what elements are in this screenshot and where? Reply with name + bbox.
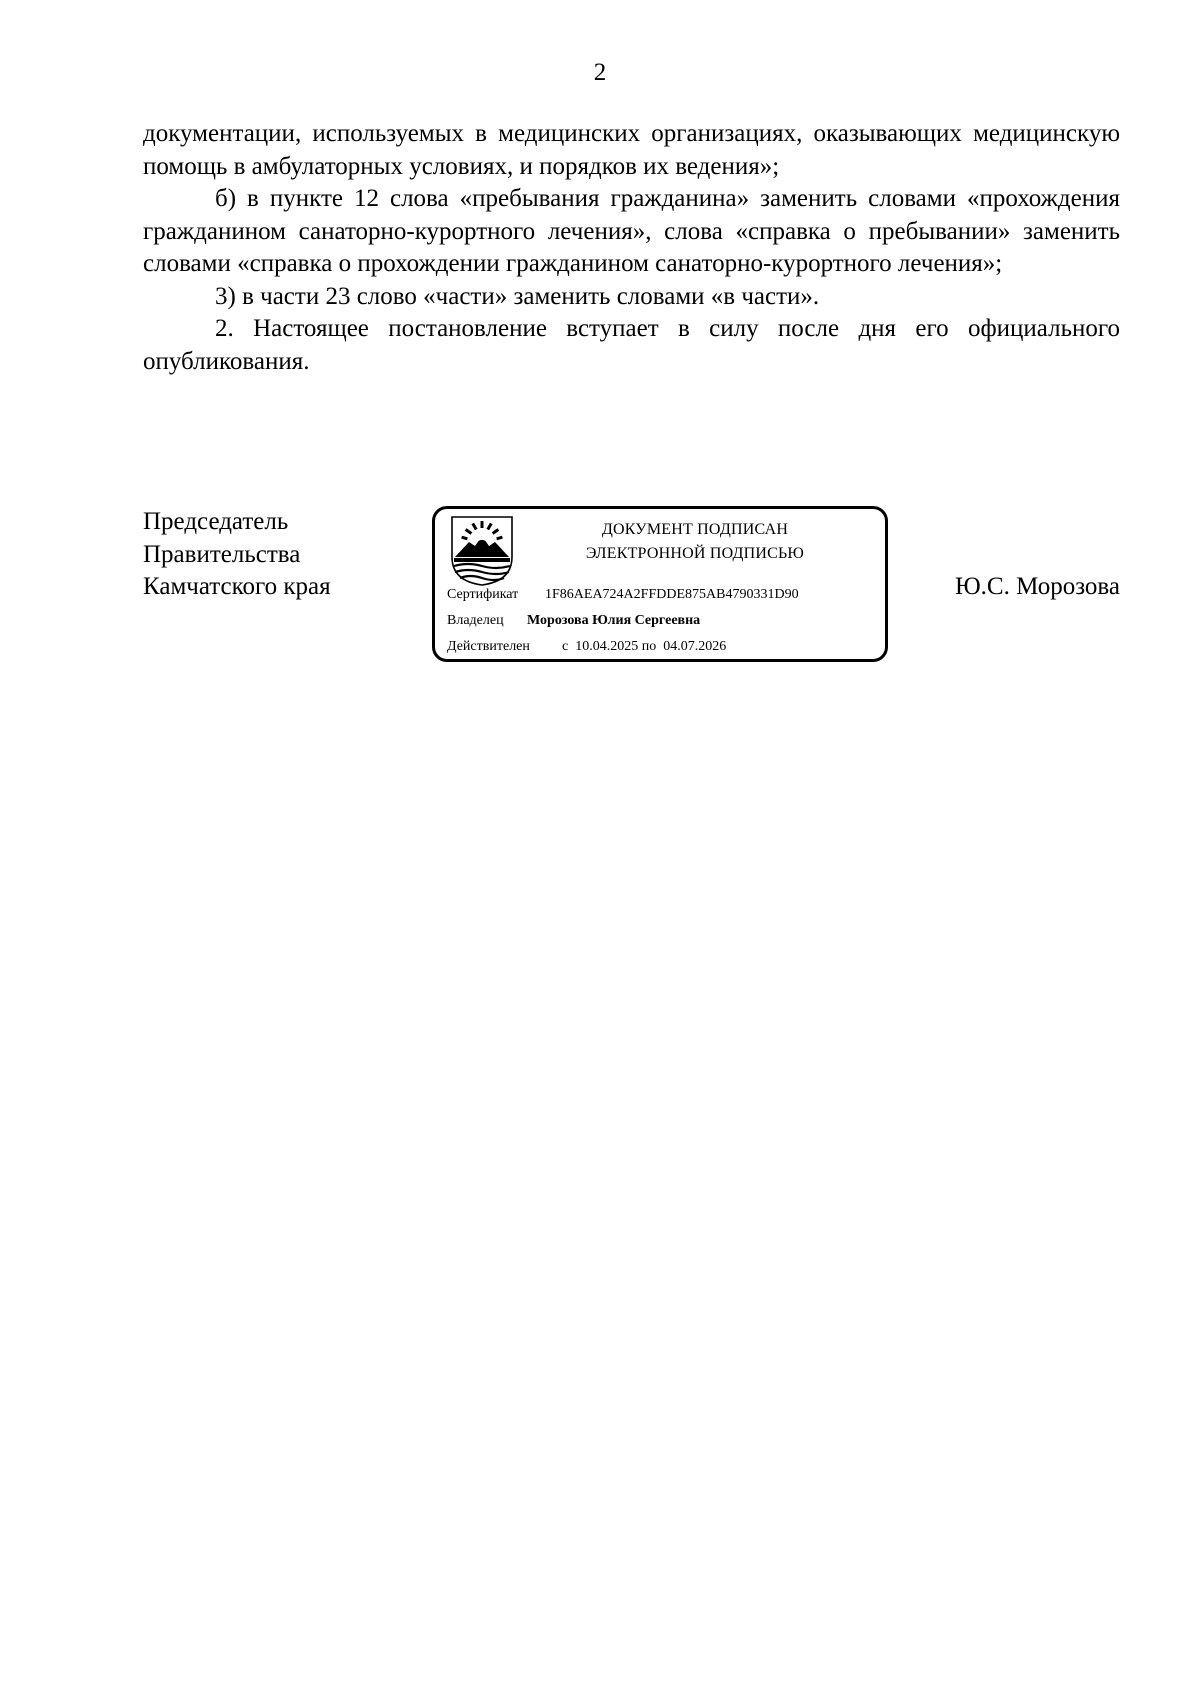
document-body [143, 118, 1120, 378]
signer-name: Ю.С. Морозова [954, 573, 1120, 600]
certificate-value: 1F86AEA724A2FFDDE875AB4790331D90 [545, 587, 799, 602]
page-number: 2 [593, 59, 607, 86]
signer-position [143, 506, 331, 604]
electronic-signature-stamp [432, 506, 888, 662]
stamp-certificate-row [447, 586, 799, 604]
signer-position-line: Правительства [143, 540, 301, 568]
signer-position-line: Председатель [143, 508, 289, 535]
validity-value: с 10.04.2025 по 04.07.2026 [562, 639, 727, 654]
body-paragraph: документации, используемых в медицинских организациях, оказывающих медицинскую помощь в амбулаторных условиях, и порядков их ведения»; [143, 120, 1120, 180]
stamp-validity-row [447, 638, 726, 656]
validity-label: Действителен [447, 639, 530, 654]
kamchatka-coat-of-arms-icon [450, 515, 514, 587]
body-paragraph: 3) в части 23 слово «части» заменить словами «в части». [215, 282, 820, 310]
certificate-label: Сертификат [447, 587, 519, 602]
signer-position-line: Камчатского края [143, 573, 331, 600]
body-paragraph: 2. Настоящее постановление вступает в силу после дня его официального опубликования. [143, 315, 1120, 375]
signature-block [143, 506, 1120, 668]
body-paragraph: б) в пункте 12 слова «пребывания гражданина» заменить словами «прохождения гражданином санаторно-курортного лечения», слова «справка о пребывании» заменить словами «справка о прохождении гражданином санаторно-курортного лечения»; [143, 185, 1120, 277]
stamp-owner-row [447, 612, 700, 630]
owner-value: Морозова Юлия Сергеевна [527, 613, 701, 628]
owner-label: Владелец [447, 613, 504, 628]
stamp-heading [515, 518, 875, 566]
stamp-heading-line: ДОКУМЕНТ ПОДПИСАН [601, 521, 789, 538]
stamp-heading-line: ЭЛЕКТРОННОЙ ПОДПИСЬЮ [585, 545, 805, 562]
